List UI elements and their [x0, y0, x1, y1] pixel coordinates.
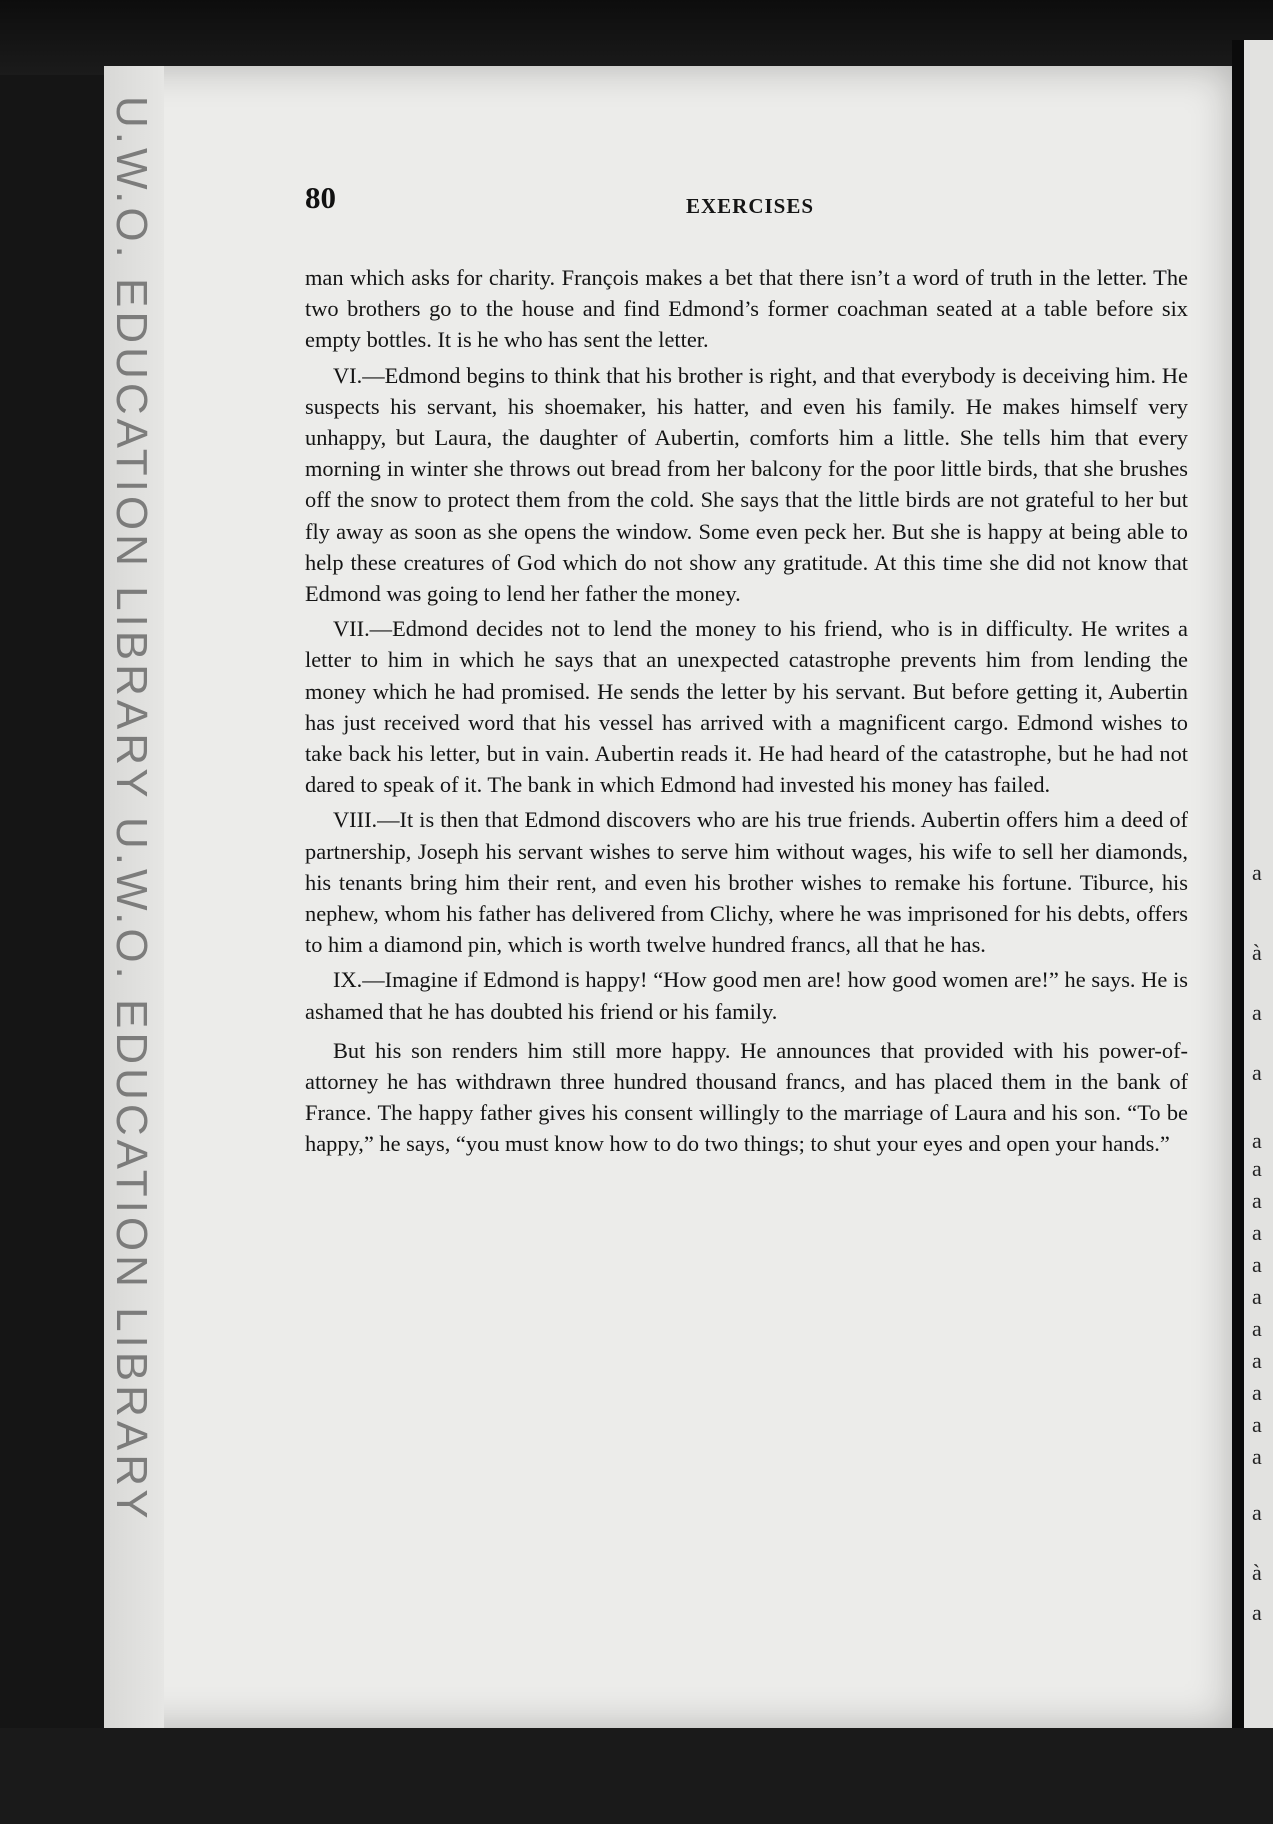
- paragraph-final: But his son renders him still more happy. He announces that provided with his power-of-attorney he has withdrawn three hundred thousand francs, and has placed them in the bank of France. The happy father gives his consent willingly to the marriage of Laura and his son. “To be happy,” he says, “you must know how to do two things; to shut your eyes and open your hands.”: [305, 1037, 1188, 1157]
- scan-background-top: [0, 0, 1273, 75]
- facing-page-letter: a: [1252, 1348, 1262, 1373]
- facing-page-letter: à: [1252, 940, 1262, 965]
- facing-page-letter: a: [1252, 1060, 1262, 1085]
- paragraph-continuation: man which asks for charity. François makes a bet that there isn’t a word of truth in the letter. The two brothers go to the house and find Edmond’s former coachman seated at a table before six empty bottles. It is he who has sent the letter.: [305, 265, 1188, 353]
- page-number: 80: [305, 180, 336, 215]
- library-stamp: U.W.O. EDUCATION LIBRARY U.W.O. EDUCATION LIBRARY: [107, 96, 156, 1523]
- paragraph-viii: VIII.—It is then that Edmond discovers who are his true friends. Aubertin offers him a deed of partnership, Joseph his servant wishes to serve him without wages, his wife to sell her diamonds, his tenants bring him their rent, and even his brother wishes to remake his fortune. Tiburce, his nephew, whom his father has delivered from Clichy, where he was imprisoned for his debts, offers to him a diamond pin, which is worth twelve hundred francs, all that he has.: [305, 807, 1188, 958]
- facing-page-letter: a: [1252, 1500, 1262, 1525]
- facing-page-edge: [1244, 40, 1273, 1740]
- page-header: [305, 180, 1195, 220]
- page-gutter: [1232, 40, 1244, 1740]
- paragraph-vii: VII.—Edmond decides not to lend the money to his friend, who is in difficulty. He writes a letter to him in which he says that an unexpected catastrophe prevents him from lending the money which he had promised. He sends the letter by his servant. But before getting it, Aubertin has just received word that his vessel has arrived with a magnificent cargo. Edmond wishes to take back his letter, but in vain. Aubertin reads it. He had heard of the catastrophe, but he had not dared to speak of it. The bank in which Edmond had invested his money has failed.: [305, 616, 1188, 798]
- facing-page-letter: a: [1252, 1284, 1262, 1309]
- facing-page-letter: a: [1252, 1600, 1262, 1625]
- library-stamp-strip: [104, 66, 164, 1728]
- facing-page-letter: à: [1252, 1560, 1262, 1585]
- scan-background-bottom: [0, 1728, 1273, 1824]
- page-body: [305, 262, 1188, 1160]
- paragraph-vi: VI.—Edmond begins to think that his brother is right, and that everybody is deceiving him. He suspects his servant, his shoemaker, his hatter, and even his family. He makes himself very unhappy, but Laura, the daughter of Aubertin, comforts him a little. She tells him that every morning in winter she throws out bread from her balcony for the poor little birds, that she brushes off the snow to protect them from the cold. She says that the little birds are not grateful to her but fly away as soon as she opens the window. Some even peck her. But she is happy at being able to help these creatures of God which do not show any gratitude. At this time she did not know that Edmond was going to lend her father the money.: [305, 362, 1188, 607]
- facing-page-letter: a: [1252, 1000, 1262, 1025]
- paragraph-ix: IX.—Imagine if Edmond is happy! “How good men are! how good women are!” he says. He is ashamed that he has doubted his friend or his family.: [305, 967, 1188, 1024]
- facing-page-letter: a: [1252, 1220, 1262, 1245]
- facing-page-letter: a: [1252, 860, 1262, 885]
- facing-page-letter: a: [1252, 1444, 1262, 1469]
- facing-page-letter: a: [1252, 1252, 1262, 1277]
- running-head: EXERCISES: [685, 194, 815, 218]
- facing-page-letter: a: [1252, 1156, 1262, 1181]
- facing-page-letter: a: [1252, 1188, 1262, 1213]
- facing-page-letter: a: [1252, 1128, 1262, 1153]
- facing-page-letter: a: [1252, 1380, 1262, 1405]
- facing-page-letter: a: [1252, 1412, 1262, 1437]
- facing-page-letter: a: [1252, 1316, 1262, 1341]
